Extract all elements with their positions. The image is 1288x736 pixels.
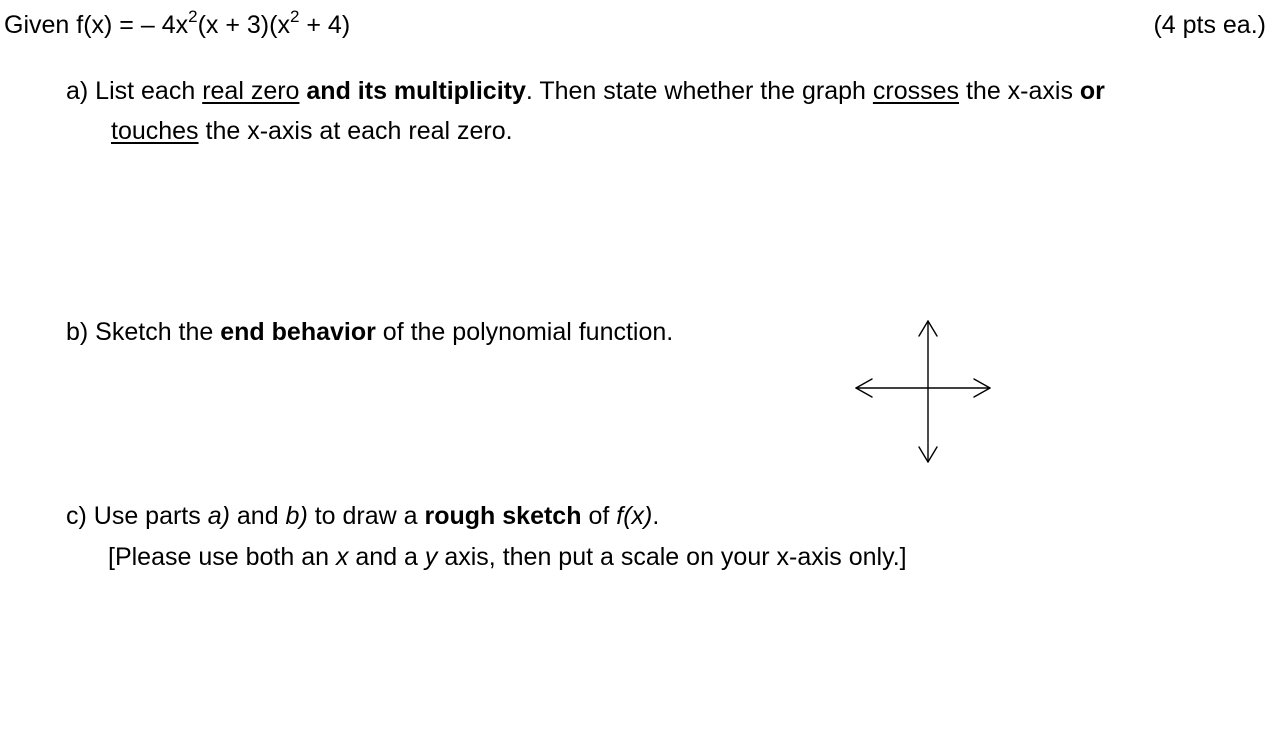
fx-text: f(x) xyxy=(616,502,653,530)
multiplicity-text: and its multiplicity xyxy=(306,77,526,105)
part-c-line2-b: and a xyxy=(348,543,425,571)
part-a-line1 xyxy=(66,76,1105,106)
and-text: and xyxy=(229,502,286,530)
part-c-line1 xyxy=(66,501,659,531)
points-note: (4 pts ea.) xyxy=(1153,11,1266,39)
part-c-text2: to draw a xyxy=(307,502,425,530)
end-behavior-text: end behavior xyxy=(220,318,376,346)
given-prefix: Given f(x) = – 4x xyxy=(4,11,189,39)
part-c-label: c) Use parts xyxy=(66,502,208,530)
ref-b-text: b) xyxy=(285,502,308,530)
part-c-line2-c: axis, then put a scale on your x-axis only.] xyxy=(437,543,907,571)
given-suffix: + 4) xyxy=(299,11,351,39)
exponent-1: 2 xyxy=(188,7,198,26)
part-b-label: b) Sketch the xyxy=(66,318,221,346)
ref-a-text: a) xyxy=(207,502,230,530)
part-c-line2-a: [Please use both an xyxy=(108,543,336,571)
part-a-text3: the x-axis xyxy=(959,77,1080,105)
part-b-text2: of the polynomial function. xyxy=(375,318,674,346)
exponent-2: 2 xyxy=(289,7,300,26)
x-variable: x xyxy=(335,543,349,571)
end-behavior-axes-icon xyxy=(852,318,994,466)
real-zero-text: real zero xyxy=(202,77,300,105)
crosses-text: crosses xyxy=(872,77,960,105)
function-given xyxy=(4,7,351,40)
part-a-text4: the x-axis at each real zero. xyxy=(198,117,513,145)
part-a-text2: . Then state whether the graph xyxy=(525,77,873,105)
given-mid: (x + 3)(x xyxy=(197,11,290,39)
part-a-label: a) List each xyxy=(66,77,203,105)
of-text: of xyxy=(581,502,617,530)
period-text: . xyxy=(652,502,660,530)
part-c-line2 xyxy=(108,542,907,572)
touches-text: touches xyxy=(111,117,199,145)
part-b-line xyxy=(66,317,673,347)
or-text: or xyxy=(1079,77,1105,105)
part-a-line2 xyxy=(111,116,513,146)
y-variable: y xyxy=(424,543,438,571)
rough-sketch-text: rough sketch xyxy=(424,502,582,530)
